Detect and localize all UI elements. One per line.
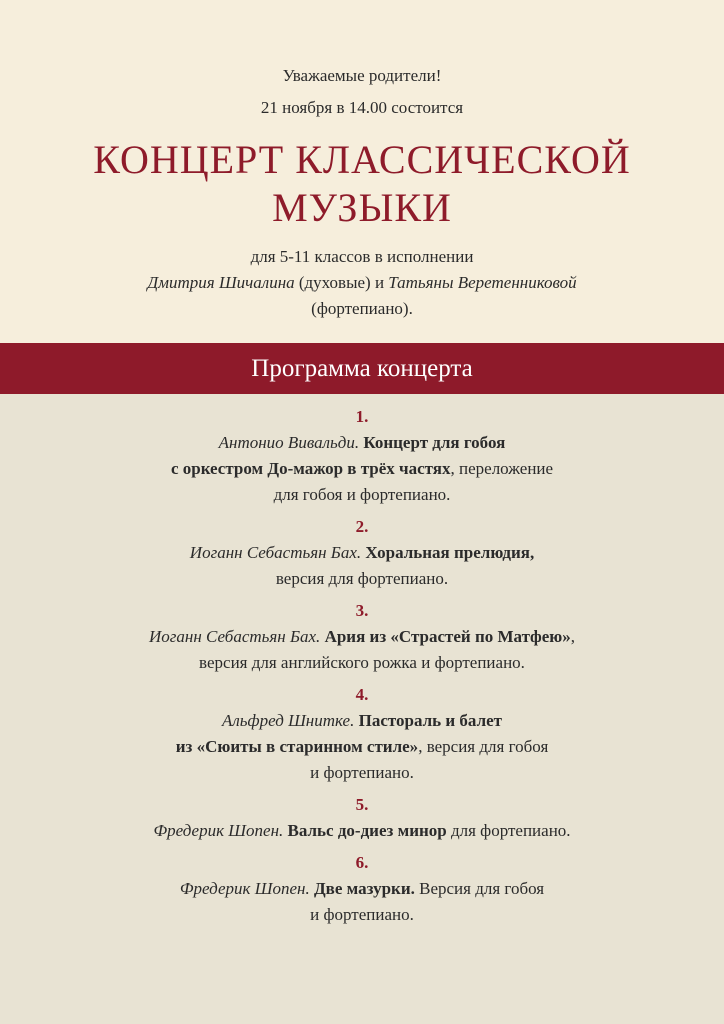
work-title: Вальс до-диез минор [287,821,447,840]
program-item-4 [0,682,724,786]
work-title: Хоральная прелюдия, [365,543,535,562]
composer: Фредерик Шопен. [179,879,314,898]
performer-2: Татьяны Веретенниковой [388,273,577,292]
item-text: Версия для гобоя [414,879,545,898]
composer: Иоганн Себастьян Бах. [148,627,325,646]
work-title: Пастораль и балет [358,711,502,730]
item-line [0,540,724,566]
for-line: для 5-11 классов в исполнении [250,247,474,266]
item-text: , версия для гобоя [418,737,549,756]
work-title: Две мазурки. [313,879,415,898]
item-line [0,708,724,734]
item-line [0,456,724,482]
work-title: Ария из «Страстей по Матфею» [324,627,571,646]
item-number: 3. [355,601,369,620]
program-item-5 [0,792,724,844]
item-number: 2. [355,517,369,536]
composer: Фредерик Шопен. [153,821,288,840]
item-line [0,624,724,650]
composer: Альфред Шнитке. [222,711,359,730]
item-line: и фортепиано. [310,763,414,782]
date-line: 21 ноября в 14.00 состоится [260,98,464,117]
item-line: и фортепиано. [310,905,414,924]
program-heading-band [0,343,724,394]
item-text: для фортепиано. [446,821,571,840]
item-number: 4. [355,685,369,704]
header-section [0,0,724,343]
performer-1: Дмитрия Шичалина [147,273,295,292]
item-line [0,430,724,456]
greeting: Уважаемые родители! [282,66,442,85]
work-title: с оркестром До-мажор в трёх частях [170,459,451,478]
performers-block [0,244,724,322]
performers-line [0,270,724,296]
composer: Антонио Вивальди. [218,433,364,452]
concert-title-line-1: КОНЦЕРТ КЛАССИЧЕСКОЙ [93,137,631,182]
item-line [0,818,724,844]
item-text: , [570,627,576,646]
item-number: 1. [355,407,369,426]
item-number: 6. [355,853,369,872]
item-line [0,734,724,760]
performer-1-role: (духовые) и [294,273,389,292]
item-line: версия для фортепиано. [275,569,449,588]
program-item-2 [0,514,724,592]
work-title: из «Сюиты в старинном стиле» [175,737,419,756]
item-line: версия для английского рожка и фортепиано. [199,653,525,672]
performer-2-role: (фортепиано). [311,299,413,318]
item-number: 5. [355,795,369,814]
program-item-3 [0,598,724,676]
item-line [0,876,724,902]
concert-title-line-2: МУЗЫКИ [272,185,452,230]
program-item-6 [0,850,724,928]
work-title: Концерт для гобоя [363,433,506,452]
item-line: для гобоя и фортепиано. [273,485,451,504]
composer: Иоганн Себастьян Бах. [189,543,366,562]
program-heading: Программа концерта [251,355,473,382]
item-text: , переложение [450,459,554,478]
program-item-1 [0,404,724,508]
program-list [0,404,724,934]
